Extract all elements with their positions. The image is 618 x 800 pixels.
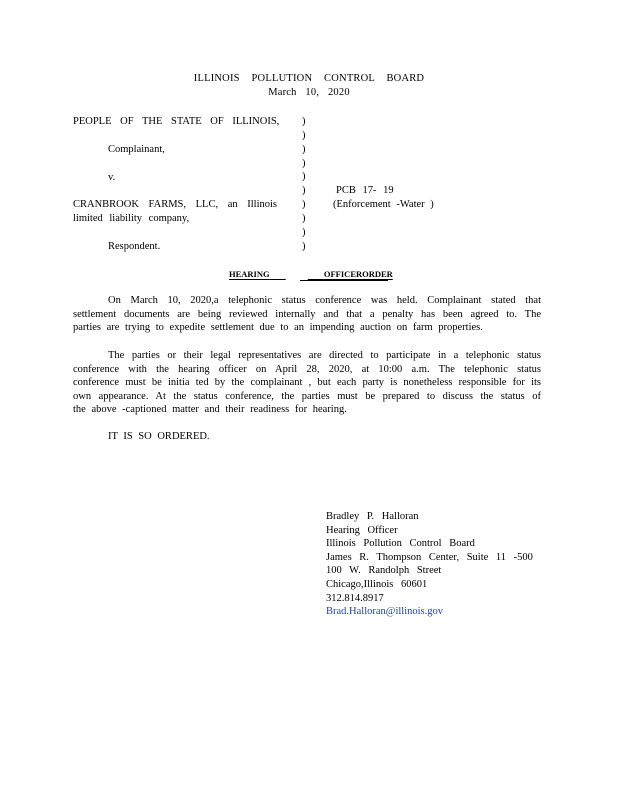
caption-paren: ) <box>302 171 306 182</box>
versus-label: v. <box>108 172 116 183</box>
paragraph-line: conference with the hearing officer on April 28, 2020, at 10:00 a.m. The telephonic status <box>73 363 541 375</box>
signer-address-line1: James R. Thompson Center, Suite 11 -500 <box>326 551 533 563</box>
paragraph-line: On March 10, 2020,a telephonic status conference was held. Complainant stated that <box>108 295 541 306</box>
paragraph-line: parties are trying to expedite settlement due to an impending auction on farm properties. <box>73 322 483 334</box>
paragraph-line: the above -captioned matter and their readiness for hearing. <box>73 404 347 416</box>
case-type: (Enforcement -Water ) <box>333 199 434 210</box>
paragraph-1 <box>73 294 541 335</box>
signer-address-line2: 100 W. Randolph Street <box>326 565 442 577</box>
complainant-party: PEOPLE OF THE STATE OF ILLINOIS, <box>73 116 280 127</box>
caption-paren: ) <box>302 144 306 155</box>
signer-city: Chicago,Illinois 60601 <box>326 578 428 590</box>
complainant-role: Complainant, <box>108 144 165 155</box>
order-title-part2: OFFICERORDER <box>323 269 393 279</box>
order-title-part1: HEARING <box>229 269 270 279</box>
paragraph-line: The parties or their legal representatives are directed to participate in a telephonic status <box>108 350 541 361</box>
caption-paren: ) <box>302 241 306 252</box>
paragraph-line: own appearance. At the status conference, the parties must be prepared to discuss the status of <box>73 390 541 402</box>
respondent-name-line2: limited liability company, <box>73 213 190 224</box>
paragraph-2 <box>73 349 541 417</box>
caption-paren: ) <box>302 185 306 196</box>
caption-paren: ) <box>302 213 306 224</box>
order-title <box>229 270 393 279</box>
title-underline <box>300 280 388 281</box>
caption-paren: ) <box>302 158 306 169</box>
signature-block <box>326 510 533 619</box>
closing-statement: IT IS SO ORDERED. <box>108 431 210 442</box>
signer-agency: Illinois Pollution Control Board <box>326 538 475 550</box>
agency-heading: ILLINOIS POLLUTION CONTROL BOARD <box>193 73 425 84</box>
signer-name: Bradley P. Halloran <box>326 511 419 522</box>
respondent-role: Respondent. <box>108 241 161 252</box>
signer-email-link[interactable]: Brad.Halloran@illinois.gov <box>326 606 443 618</box>
caption-paren: ) <box>302 116 306 127</box>
caption-paren: ) <box>302 199 306 210</box>
caption-paren: ) <box>302 130 306 141</box>
paragraph-line: conference must be initia ted by the complainant , but each party is nonetheless responsible for its <box>73 377 541 389</box>
signer-phone: 312.814.8917 <box>326 592 384 604</box>
signer-title: Hearing Officer <box>326 524 398 536</box>
order-date: March 10, 2020 <box>268 87 350 98</box>
respondent-name-line1: CRANBROOK FARMS, LLC, an Illinois <box>73 199 277 210</box>
paragraph-line: settlement documents are being reviewed internally and that a penalty has been agreed to. The <box>73 308 541 320</box>
case-number: PCB 17- 19 <box>336 185 394 196</box>
caption-paren: ) <box>302 227 306 238</box>
